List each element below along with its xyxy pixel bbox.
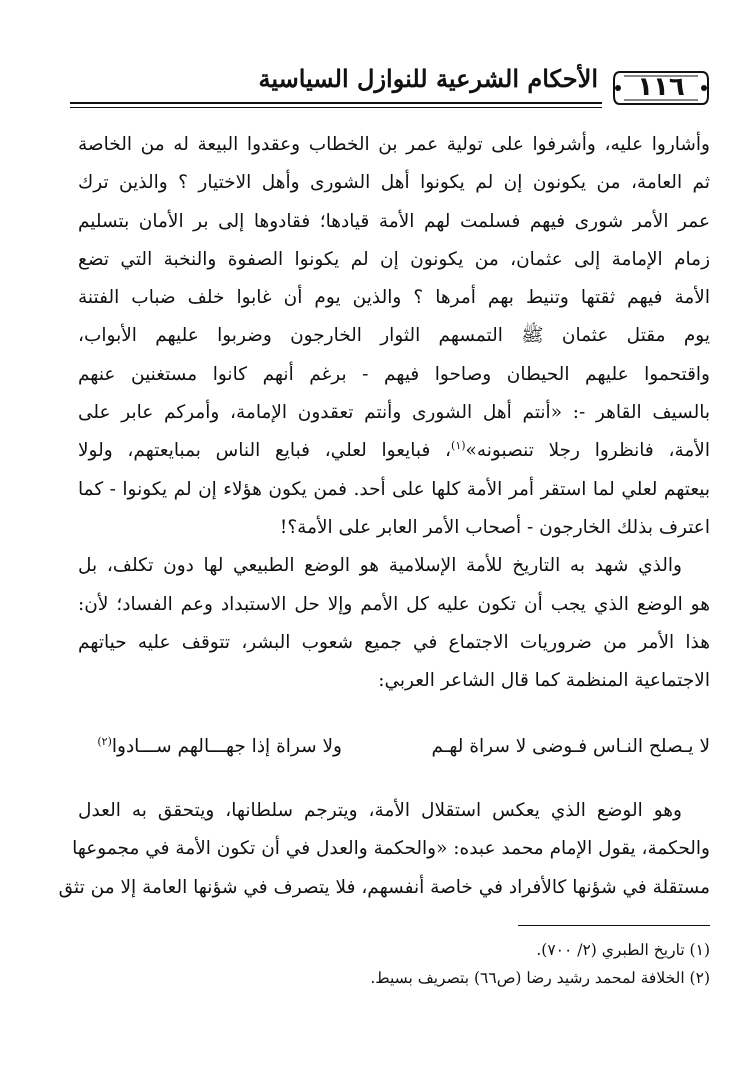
text-line: واقتحموا عليهم الحيطان وصاحوا فيهم - برغم أنهم كانوا مستغنين عنهم	[78, 363, 710, 385]
text-line: عمر الأمر شورى فيهم فسلمت لهم الأمة قيادها؛ فقادوها إلى بر الأمان بتسليم	[78, 210, 710, 232]
text-line	[78, 432, 710, 470]
footnote-1: (١) تاريخ الطبري (٢/ ٧٠٠).	[536, 941, 710, 959]
text-line: والحكمة، يقول الإمام محمد عبده: «والحكمة والعدل في أن تكون الأمة في مجموعها	[72, 838, 710, 860]
text-line: الاجتماعية المنظمة كما قال الشاعر العربي:	[378, 670, 710, 692]
text-line: مستقلة في شؤنها كالأفراد في خاصة أنفسهم، فلا يتصرف في شؤنها العامة إلا من تثق	[58, 876, 710, 898]
verse-first-hemistich: لا يـصلح النـاس فـوضى لا سراة لهـم	[431, 736, 710, 757]
header-rule-top	[70, 102, 602, 104]
footnote-2: (٢) الخلافة لمحمد رشيد رضا (ص٦٦) بتصريف بسيط.	[370, 969, 710, 987]
paragraph-2	[78, 547, 710, 585]
footnote-ref[interactable]: (١)	[451, 439, 466, 453]
page-number: ١١٦	[637, 72, 685, 102]
footnotes	[78, 936, 710, 992]
text-line: هو الوضع الذي يجب أن تكون عليه كل الأمم وإلا حل الاستبداد وعم الفساد؛ لأن:	[78, 593, 710, 615]
text-line: اعترف بذلك الخارجون - أصحاب الأمر العابر على الأمة؟!	[279, 516, 710, 538]
text-line: هذا الأمر من ضروريات الاجتماع في جميع شعوب البشر، تتوقف عليه حياتهم	[78, 631, 710, 653]
verse-second-hemistich	[97, 736, 342, 757]
verse-text: ولا سراة إذا جهـــالهم ســـادوا	[111, 736, 342, 757]
paragraph-1	[78, 126, 710, 547]
text-line: بالسيف القاهر -: «أنتم أهل الشورى وأنتم تعقدون الإمامة، وأمركم عابر على	[78, 402, 710, 424]
text-line: بيعتهم لعلي لما استقر أمر الأمة كلها على أحد. فمن يكون هؤلاء إن لم يكونوا - كما	[78, 478, 710, 500]
text-line: ثم العامة، من يكونون إن لم يكونوا أهل الشورى وأهل الاختيار ؟ والذين ترك	[78, 172, 710, 194]
text-line: والذي شهد به التاريخ للأمة الإسلامية هو الوضع الطبيعي لها دون تكلف، بل	[78, 555, 682, 577]
text-line: يوم مقتل عثمان ﷺ التمسهم الثوار الخارجون وضربوا عليهم الأبواب،	[78, 325, 710, 347]
running-header	[70, 62, 710, 118]
main-text	[78, 126, 710, 700]
quote-text: الأمة، فانظروا رجلا تنصبونه»	[465, 440, 710, 462]
text-line: الأمة فيهم ثقتها وتنيط بهم أمرها ؟ والذين يوم أن غابوا خلف ضباب الفتنة	[78, 287, 710, 309]
poetry-verse	[78, 736, 710, 772]
paragraph-3	[78, 792, 710, 830]
footnote-separator	[518, 925, 710, 926]
text-run: ، فبايعوا لعلي، فبايع الناس بمبايعتهم، ولولا	[78, 440, 452, 462]
main-text-continued	[58, 792, 710, 907]
paragraph-2-cont	[78, 586, 710, 701]
text-line: وهو الوضع الذي يعكس استقلال الأمة، ويترجم سلطانها، ويتحقق به العدل	[78, 800, 682, 821]
text-line: زمام الإمامة إلى عثمان، من يكونون إن لم يكونوا الصفوة والنخبة التي تضع	[78, 248, 710, 270]
running-title: الأحكام الشرعية للنوازل السياسية	[258, 64, 598, 93]
page-number-badge	[612, 66, 710, 110]
footnote-ref[interactable]: (٢)	[97, 734, 112, 748]
text-line: وأشاروا عليه، وأشرفوا على تولية عمر بن الخطاب وعقدوا البيعة له من الخاصة	[78, 134, 710, 155]
header-rule-bottom	[70, 107, 602, 108]
paragraph-3-cont	[58, 830, 710, 907]
